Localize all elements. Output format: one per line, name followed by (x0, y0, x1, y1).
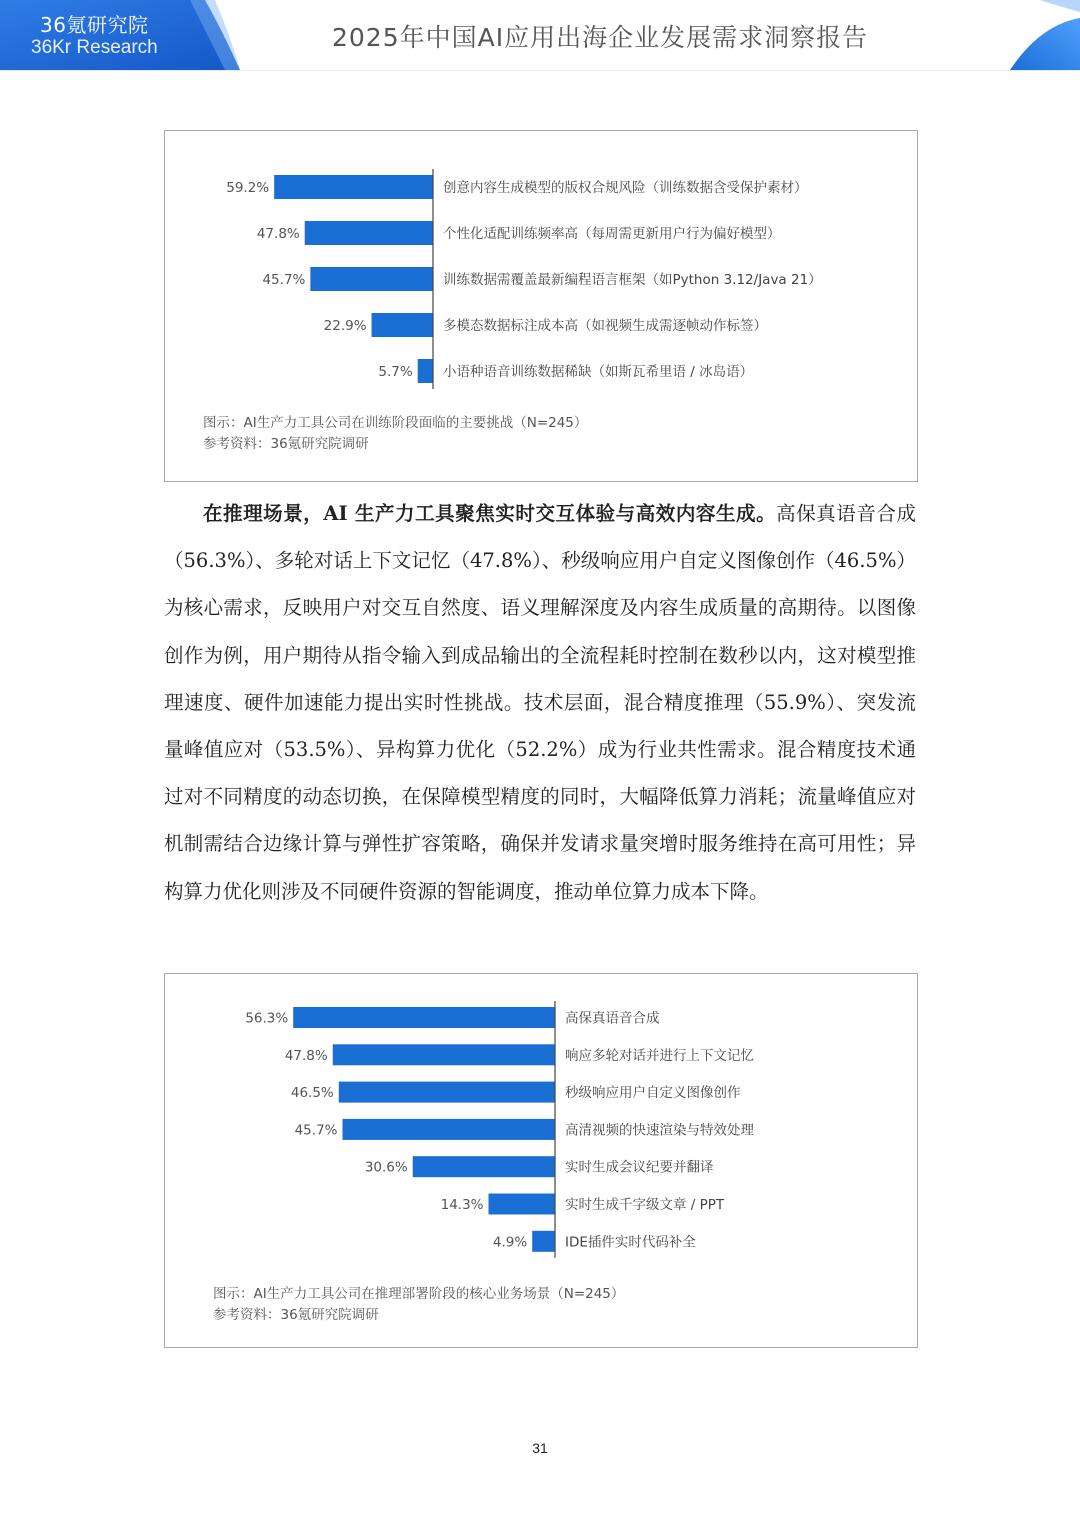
figure-training-challenges (164, 130, 918, 482)
bar-value-label: 45.7% (262, 272, 306, 288)
logo-english: 36Kr Research (31, 37, 158, 58)
bar-value-label: 4.9% (492, 1234, 528, 1251)
chart-bar (310, 267, 433, 291)
bar-value-label: 30.6% (364, 1159, 408, 1176)
bar-category-label: 创意内容生成模型的版权合规风险（训练数据含受保护素材） (443, 180, 808, 196)
bar-value-label: 45.7% (294, 1122, 338, 1139)
chart-bar (532, 1231, 555, 1252)
chart-bar (413, 1156, 555, 1177)
bar-value-label: 22.9% (323, 318, 367, 334)
bar-value-label: 59.2% (226, 180, 270, 196)
caption-title: 图示：AI生产力工具公司在训练阶段面临的主要挑战（N=245） (203, 415, 588, 431)
bar-category-label: 训练数据需覆盖最新编程语言框架（如Python 3.12/Java 21） (443, 272, 822, 288)
bar-category-label: 小语种语音训练数据稀缺（如斯瓦希里语 / 冰岛语） (443, 364, 754, 380)
paragraph-lead: 在推理场景，AI 生产力工具聚焦实时交互体验与高效内容生成。 (203, 502, 777, 525)
bar-category-label: 多模态数据标注成本高（如视频生成需逐帧动作标签） (443, 318, 767, 334)
caption-source: 参考资料：36氪研究院调研 (213, 1307, 379, 1323)
bar-category-label: 高保真语音合成 (565, 1010, 660, 1027)
logo-chinese: 36氪研究院 (40, 13, 149, 37)
figure-caption (213, 1284, 624, 1326)
chart-inference-scenarios (165, 974, 917, 1274)
bar-value-label: 47.8% (256, 226, 300, 242)
body-paragraph (164, 490, 916, 915)
chart-bar (333, 1044, 555, 1065)
chart-training-challenges (165, 131, 917, 411)
chart-bar (293, 1007, 555, 1028)
chart-bar (274, 175, 433, 199)
bar-value-label: 46.5% (290, 1085, 334, 1102)
bar-category-label: 响应多轮对话并进行上下文记忆 (565, 1047, 754, 1064)
chart-bar (489, 1194, 555, 1215)
page-number: 31 (532, 1440, 548, 1456)
bar-value-label: 14.3% (440, 1197, 484, 1213)
figure-caption (203, 413, 587, 455)
bar-category-label: 秒级响应用户自定义图像创作 (565, 1085, 741, 1102)
report-title: 2025年中国AI应用出海企业发展需求洞察报告 (332, 23, 869, 52)
header-corner-decoration (1000, 0, 1080, 70)
bar-category-label: IDE插件实时代码补全 (565, 1234, 696, 1251)
chart-bar (342, 1119, 555, 1140)
bar-value-label: 5.7% (378, 364, 413, 380)
caption-source: 参考资料：36氪研究院调研 (203, 436, 369, 452)
bar-category-label: 实时生成千字级文章 / PPT (565, 1197, 725, 1213)
bar-category-label: 实时生成会议纪要并翻译 (565, 1159, 714, 1176)
chart-bar (418, 359, 433, 383)
bar-category-label: 高清视频的快速渲染与特效处理 (565, 1122, 754, 1139)
chart-bar (372, 313, 433, 337)
figure-inference-scenarios (164, 973, 918, 1348)
bar-category-label: 个性化适配训练频率高（每周需更新用户行为偏好模型） (443, 226, 781, 242)
bar-value-label: 47.8% (284, 1047, 328, 1064)
bar-value-label: 56.3% (245, 1010, 289, 1027)
page-header (0, 0, 1080, 71)
chart-bar (339, 1082, 555, 1103)
chart-bar (305, 221, 433, 245)
caption-title: 图示：AI生产力工具公司在推理部署阶段的核心业务场景（N=245） (213, 1286, 625, 1302)
paragraph-text: 高保真语音合成（56.3%）、多轮对话上下文记忆（47.8%）、秒级响应用户自定义图像创作（46.5%）为核心需求，反映用户对交互自然度、语义理解深度及内容生成质量的高期待。以图像创作为例，用户期待从指令输入到成品输出的全流程耗时控制在数秒以内，这对模型推理速度、硬件加速能力提出实时性挑战。技术层面，混合精度推理（55.9%）、突发流量峰值应对（53.5%）、异构算力优化（52.2%）成为行业共性需求。混合精度技术通过对不同精度的动态切换，在保障模型精度的同时，大幅降低算力消耗；流量峰值应对机制需结合边缘计算与弹性扩容策略，确保并发请求量突增时服务维持在高可用性；异构算力优化则涉及不同硬件资源的智能调度，推动单位算力成本下降。 (164, 502, 916, 903)
